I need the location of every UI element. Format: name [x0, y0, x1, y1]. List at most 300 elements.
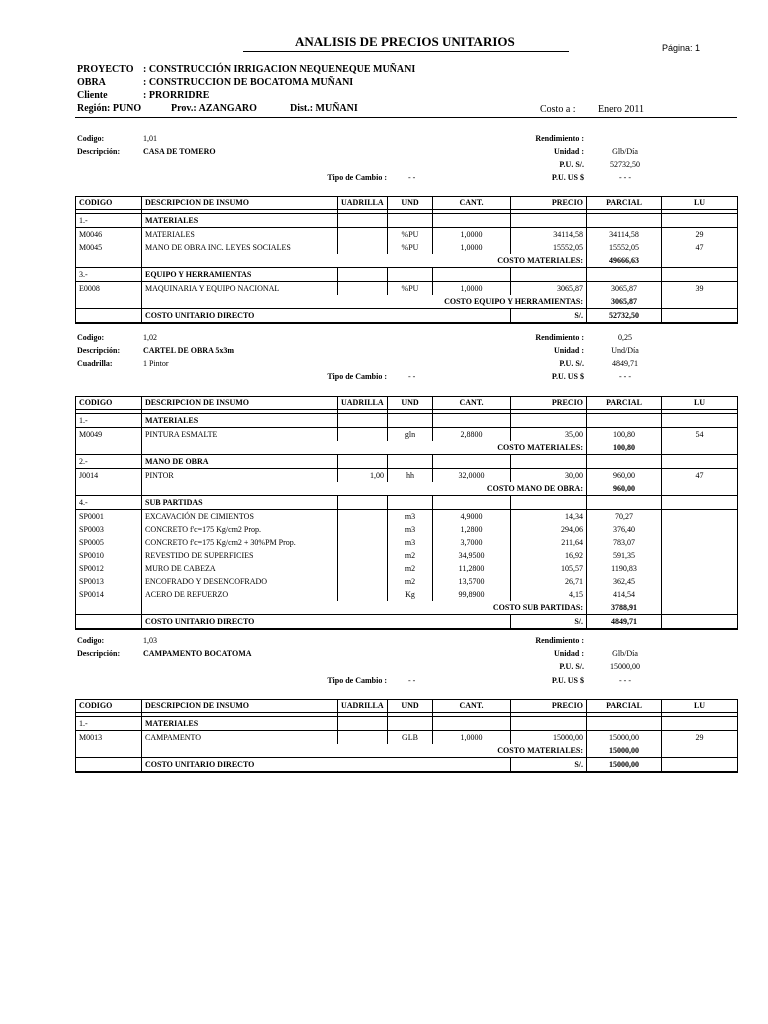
insumo-cuadrilla	[338, 549, 388, 562]
item-codigo: 1,02	[143, 333, 157, 342]
insumo-lu: 54	[662, 428, 738, 442]
rendimiento-label: Rendimiento :	[535, 134, 584, 143]
unidad-value: Glb/Día	[612, 147, 638, 156]
provincia: Prov.: AZANGARO	[171, 103, 257, 114]
insumo-parcial: 15552,05	[587, 241, 662, 254]
section-codigo: 4.-	[76, 496, 142, 510]
insumo-codigo: SP0010	[76, 549, 142, 562]
insumo-cuadrilla	[338, 536, 388, 549]
insumo-parcial: 783,07	[587, 536, 662, 549]
insumo-descripcion: MAQUINARIA Y EQUIPO NACIONAL	[142, 282, 338, 296]
costo-a-value: Enero 2011	[598, 104, 645, 115]
empty-cell	[587, 414, 662, 428]
descripcion-label: Descripción:	[77, 147, 121, 156]
empty-cell	[433, 496, 511, 510]
item-descripcion: CARTEL DE OBRA 5x3m	[143, 346, 235, 355]
col-parcial-header: PARCIAL	[587, 397, 662, 410]
insumo-precio: 4,15	[511, 588, 587, 601]
empty-cell	[511, 268, 587, 282]
insumo-codigo: M0013	[76, 731, 142, 745]
distrito: Dist.: MUÑANI	[290, 103, 358, 114]
insumo-und: hh	[388, 469, 433, 483]
insumo-precio: 105,57	[511, 562, 587, 575]
insumo-und: GLB	[388, 731, 433, 745]
insumo-lu: 29	[662, 731, 738, 745]
insumo-parcial: 960,00	[587, 469, 662, 483]
empty-cell	[76, 601, 142, 615]
insumo-precio: 15552,05	[511, 241, 587, 254]
table-row	[76, 282, 738, 296]
insumo-precio: 294,06	[511, 523, 587, 536]
insumo-cant: 1,2800	[433, 523, 511, 536]
insumo-parcial: 376,40	[587, 523, 662, 536]
subtotal-label: COSTO EQUIPO Y HERRAMIENTAS:	[142, 295, 587, 309]
unidad-label: Unidad :	[553, 346, 584, 355]
section-row	[76, 455, 738, 469]
region: Región: PUNO	[77, 103, 142, 114]
insumo-codigo: SP0003	[76, 523, 142, 536]
insumo-cuadrilla: 1,00	[338, 469, 388, 483]
section-row	[76, 214, 738, 228]
empty-cell	[662, 717, 738, 731]
item-codigo: 1,01	[143, 134, 157, 143]
rendimiento-value: 0,25	[618, 333, 632, 342]
total-label: COSTO UNITARIO DIRECTO	[142, 615, 511, 630]
insumo-cuadrilla	[338, 241, 388, 254]
tipo-cambio-value: - -	[408, 173, 416, 182]
insumo-cant: 34,9500	[433, 549, 511, 562]
empty-cell	[662, 758, 738, 773]
col-descripcion-header: DESCRIPCION DE INSUMO	[142, 197, 338, 210]
total-row	[76, 758, 738, 773]
insumo-und: %PU	[388, 228, 433, 242]
empty-cell	[76, 482, 142, 496]
page-title: ANALISIS DE PRECIOS UNITARIOS	[295, 34, 515, 49]
empty-cell	[662, 441, 738, 455]
table-header-row	[76, 197, 738, 210]
insumo-cuadrilla	[338, 510, 388, 524]
unidad-value: Glb/Día	[612, 649, 638, 658]
empty-cell	[511, 455, 587, 469]
subtotal-value: 3065,87	[587, 295, 662, 309]
col-und-header: UND	[388, 700, 433, 713]
insumo-descripcion: REVESTIDO DE SUPERFICIES	[142, 549, 338, 562]
insumo-cuadrilla	[338, 575, 388, 588]
col-parcial-header: PARCIAL	[587, 197, 662, 210]
pu-usd-label: P.U. US $	[551, 676, 584, 685]
col-codigo-header: CODIGO	[76, 397, 142, 410]
total-value: 4849,71	[587, 615, 662, 630]
insumo-parcial: 414,54	[587, 588, 662, 601]
empty-cell	[587, 455, 662, 469]
total-label: COSTO UNITARIO DIRECTO	[142, 309, 511, 324]
total-currency: S/.	[511, 758, 587, 773]
pu-soles-label: P.U. S/.	[559, 359, 584, 368]
insumo-lu: 47	[662, 241, 738, 254]
empty-cell	[587, 214, 662, 228]
empty-cell	[388, 214, 433, 228]
insumo-und: %PU	[388, 282, 433, 296]
tipo-cambio-label: Tipo de Cambio :	[327, 676, 387, 685]
obra-label: OBRA	[77, 77, 106, 88]
col-precio-header: PRECIO	[511, 397, 587, 410]
empty-cell	[433, 717, 511, 731]
section-title: MATERIALES	[142, 414, 338, 428]
col-cant-header: CANT.	[433, 700, 511, 713]
pu-usd-value: - - -	[619, 372, 631, 381]
insumo-parcial: 1190,83	[587, 562, 662, 575]
section-codigo: 3.-	[76, 268, 142, 282]
subtotal-value: 3788,91	[587, 601, 662, 615]
insumos-table-2	[75, 396, 738, 630]
section-title: MANO DE OBRA	[142, 455, 338, 469]
col-lu-header: LU	[662, 397, 738, 410]
insumo-codigo: SP0001	[76, 510, 142, 524]
insumo-codigo: SP0005	[76, 536, 142, 549]
col-und-header: UND	[388, 197, 433, 210]
insumo-cuadrilla	[338, 731, 388, 745]
insumo-codigo: SP0014	[76, 588, 142, 601]
empty-cell	[338, 455, 388, 469]
subtotal-label: COSTO MATERIALES:	[142, 441, 587, 455]
empty-cell	[388, 717, 433, 731]
insumo-cuadrilla	[338, 428, 388, 442]
insumo-lu	[662, 523, 738, 536]
empty-cell	[388, 455, 433, 469]
col-parcial-header: PARCIAL	[587, 700, 662, 713]
insumo-lu: 47	[662, 469, 738, 483]
insumo-lu	[662, 549, 738, 562]
total-value: 52732,50	[587, 309, 662, 324]
col-codigo-header: CODIGO	[76, 700, 142, 713]
total-label: COSTO UNITARIO DIRECTO	[142, 758, 511, 773]
table-row	[76, 428, 738, 442]
table-row	[76, 588, 738, 601]
insumo-parcial: 15000,00	[587, 731, 662, 745]
insumo-cuadrilla	[338, 228, 388, 242]
obra-value: : CONSTRUCCION DE BOCATOMA MUÑANI	[143, 77, 354, 88]
pu-soles-value: 15000,00	[610, 662, 640, 671]
empty-cell	[587, 268, 662, 282]
col-precio-header: PRECIO	[511, 700, 587, 713]
empty-cell	[511, 496, 587, 510]
empty-cell	[76, 441, 142, 455]
codigo-label: Codigo:	[77, 333, 105, 342]
empty-cell	[338, 214, 388, 228]
subtotal-label: COSTO MANO DE OBRA:	[142, 482, 587, 496]
insumo-parcial: 70,27	[587, 510, 662, 524]
tipo-cambio-value: - -	[408, 676, 416, 685]
empty-cell	[587, 717, 662, 731]
col-cant-header: CANT.	[433, 397, 511, 410]
subtotal-row	[76, 441, 738, 455]
unidad-value: Und/Día	[611, 346, 639, 355]
insumos-table-3	[75, 699, 738, 773]
table-row	[76, 536, 738, 549]
descripcion-label: Descripción:	[77, 649, 121, 658]
empty-cell	[662, 744, 738, 758]
table-row	[76, 549, 738, 562]
insumo-descripcion: CONCRETO f'c=175 Kg/cm2 Prop.	[142, 523, 338, 536]
insumo-codigo: J0014	[76, 469, 142, 483]
total-currency: S/.	[511, 309, 587, 324]
title-underline	[243, 51, 569, 52]
table-row	[76, 575, 738, 588]
col-precio-header: PRECIO	[511, 197, 587, 210]
page-number: Página: 1	[662, 43, 701, 53]
subtotal-label: COSTO MATERIALES:	[142, 744, 587, 758]
insumo-descripcion: PINTOR	[142, 469, 338, 483]
insumo-lu	[662, 562, 738, 575]
table-header-row	[76, 700, 738, 713]
codigo-label: Codigo:	[77, 636, 105, 645]
item-descripcion: CAMPAMENTO BOCATOMA	[143, 649, 252, 658]
col-descripcion-header: DESCRIPCION DE INSUMO	[142, 397, 338, 410]
insumo-cant: 13,5700	[433, 575, 511, 588]
insumo-descripcion: EXCAVACIÓN DE CIMIENTOS	[142, 510, 338, 524]
costo-a-label: Costo a :	[540, 104, 576, 115]
insumo-parcial: 34114,58	[587, 228, 662, 242]
col-lu-header: LU	[662, 197, 738, 210]
section-codigo: 2.-	[76, 455, 142, 469]
col-und-header: UND	[388, 397, 433, 410]
empty-cell	[587, 496, 662, 510]
empty-cell	[433, 455, 511, 469]
insumo-codigo: M0046	[76, 228, 142, 242]
total-currency: S/.	[511, 615, 587, 630]
empty-cell	[433, 414, 511, 428]
empty-cell	[662, 254, 738, 268]
col-lu-header: LU	[662, 700, 738, 713]
insumo-descripcion: MANO DE OBRA INC. LEYES SOCIALES	[142, 241, 338, 254]
empty-cell	[662, 482, 738, 496]
insumo-und: m2	[388, 562, 433, 575]
section-codigo: 1.-	[76, 414, 142, 428]
insumo-parcial: 591,35	[587, 549, 662, 562]
subtotal-value: 15000,00	[587, 744, 662, 758]
empty-cell	[511, 414, 587, 428]
cliente-label: Cliente	[77, 90, 108, 101]
insumo-codigo: E0008	[76, 282, 142, 296]
cuadrilla-label: Cuadrilla:	[77, 359, 113, 368]
pu-soles-value: 52732,50	[610, 160, 640, 169]
insumo-descripcion: CAMPAMENTO	[142, 731, 338, 745]
header-divider	[75, 117, 737, 118]
insumo-und: gln	[388, 428, 433, 442]
item-descripcion: CASA DE TOMERO	[143, 147, 216, 156]
insumo-cant: 3,7000	[433, 536, 511, 549]
subtotal-value: 960,00	[587, 482, 662, 496]
insumo-lu	[662, 575, 738, 588]
table-header-row	[76, 397, 738, 410]
empty-cell	[76, 254, 142, 268]
section-title: MATERIALES	[142, 717, 338, 731]
subtotal-row	[76, 601, 738, 615]
empty-cell	[662, 496, 738, 510]
section-row	[76, 717, 738, 731]
insumos-table-1	[75, 196, 738, 324]
empty-cell	[76, 309, 142, 324]
insumo-descripcion: MURO DE CABEZA	[142, 562, 338, 575]
empty-cell	[76, 758, 142, 773]
subtotal-value: 49666,63	[587, 254, 662, 268]
subtotal-row	[76, 295, 738, 309]
subtotal-row	[76, 744, 738, 758]
empty-cell	[388, 268, 433, 282]
table-row	[76, 241, 738, 254]
insumo-codigo: M0049	[76, 428, 142, 442]
table-row	[76, 510, 738, 524]
insumo-parcial: 100,80	[587, 428, 662, 442]
insumo-precio: 14,34	[511, 510, 587, 524]
table-row	[76, 228, 738, 242]
subtotal-label: COSTO SUB PARTIDAS:	[142, 601, 587, 615]
empty-cell	[388, 496, 433, 510]
insumo-lu: 39	[662, 282, 738, 296]
insumo-cant: 2,8800	[433, 428, 511, 442]
section-row	[76, 268, 738, 282]
insumo-precio: 15000,00	[511, 731, 587, 745]
rendimiento-label: Rendimiento :	[535, 333, 584, 342]
insumo-precio: 35,00	[511, 428, 587, 442]
insumo-parcial: 362,45	[587, 575, 662, 588]
tipo-cambio-value: - -	[408, 372, 416, 381]
insumo-precio: 30,00	[511, 469, 587, 483]
item-cuadrilla: 1 Pintor	[143, 359, 169, 368]
empty-cell	[662, 295, 738, 309]
insumo-und: m3	[388, 536, 433, 549]
unidad-label: Unidad :	[553, 649, 584, 658]
col-codigo-header: CODIGO	[76, 197, 142, 210]
insumo-und: %PU	[388, 241, 433, 254]
tipo-cambio-label: Tipo de Cambio :	[327, 173, 387, 182]
pu-usd-label: P.U. US $	[551, 372, 584, 381]
total-row	[76, 309, 738, 324]
section-row	[76, 414, 738, 428]
insumo-cuadrilla	[338, 282, 388, 296]
section-row	[76, 496, 738, 510]
section-title: SUB PARTIDAS	[142, 496, 338, 510]
empty-cell	[511, 214, 587, 228]
insumo-und: m3	[388, 510, 433, 524]
empty-cell	[662, 601, 738, 615]
empty-cell	[338, 414, 388, 428]
insumo-descripcion: PINTURA ESMALTE	[142, 428, 338, 442]
item-codigo: 1,03	[143, 636, 157, 645]
empty-cell	[338, 717, 388, 731]
empty-cell	[76, 615, 142, 630]
empty-cell	[338, 496, 388, 510]
empty-cell	[662, 414, 738, 428]
empty-cell	[662, 455, 738, 469]
table-row	[76, 523, 738, 536]
proyecto-label: PROYECTO	[77, 64, 134, 75]
empty-cell	[662, 615, 738, 630]
empty-cell	[76, 744, 142, 758]
subtotal-label: COSTO MATERIALES:	[142, 254, 587, 268]
empty-cell	[511, 717, 587, 731]
insumo-codigo: SP0012	[76, 562, 142, 575]
table-row	[76, 562, 738, 575]
insumo-lu: 29	[662, 228, 738, 242]
subtotal-value: 100,80	[587, 441, 662, 455]
insumo-cant: 1,0000	[433, 228, 511, 242]
insumo-cant: 11,2800	[433, 562, 511, 575]
col-descripcion-header: DESCRIPCION DE INSUMO	[142, 700, 338, 713]
total-value: 15000,00	[587, 758, 662, 773]
pu-soles-label: P.U. S/.	[559, 160, 584, 169]
insumo-precio: 26,71	[511, 575, 587, 588]
insumo-und: Kg	[388, 588, 433, 601]
tipo-cambio-label: Tipo de Cambio :	[327, 372, 387, 381]
empty-cell	[662, 309, 738, 324]
empty-cell	[433, 214, 511, 228]
pu-soles-value: 4849,71	[612, 359, 638, 368]
insumo-codigo: M0045	[76, 241, 142, 254]
insumo-descripcion: ENCOFRADO Y DESENCOFRADO	[142, 575, 338, 588]
subtotal-row	[76, 482, 738, 496]
total-row	[76, 615, 738, 630]
insumo-cuadrilla	[338, 588, 388, 601]
pu-usd-label: P.U. US $	[551, 173, 584, 182]
insumo-cant: 1,0000	[433, 241, 511, 254]
insumo-descripcion: ACERO DE REFUERZO	[142, 588, 338, 601]
insumo-cuadrilla	[338, 523, 388, 536]
insumo-descripcion: MATERIALES	[142, 228, 338, 242]
empty-cell	[662, 214, 738, 228]
insumo-und: m2	[388, 549, 433, 562]
insumo-cant: 32,0000	[433, 469, 511, 483]
pu-usd-value: - - -	[619, 676, 631, 685]
empty-cell	[338, 268, 388, 282]
descripcion-label: Descripción:	[77, 346, 121, 355]
col-cuadrilla-header: UADRILLA	[338, 197, 388, 210]
insumo-codigo: SP0013	[76, 575, 142, 588]
insumo-precio: 34114,58	[511, 228, 587, 242]
rendimiento-label: Rendimiento :	[535, 636, 584, 645]
empty-cell	[76, 295, 142, 309]
pu-usd-value: - - -	[619, 173, 631, 182]
insumo-parcial: 3065,87	[587, 282, 662, 296]
insumo-precio: 16,92	[511, 549, 587, 562]
col-cuadrilla-header: UADRILLA	[338, 700, 388, 713]
insumo-und: m2	[388, 575, 433, 588]
insumo-lu	[662, 536, 738, 549]
section-codigo: 1.-	[76, 717, 142, 731]
col-cuadrilla-header: UADRILLA	[338, 397, 388, 410]
insumo-lu	[662, 588, 738, 601]
insumo-descripcion: CONCRETO f'c=175 Kg/cm2 + 30%PM Prop.	[142, 536, 338, 549]
subtotal-row	[76, 254, 738, 268]
insumo-cant: 1,0000	[433, 282, 511, 296]
table-row	[76, 731, 738, 745]
insumo-precio: 3065,87	[511, 282, 587, 296]
insumo-cant: 1,0000	[433, 731, 511, 745]
insumo-und: m3	[388, 523, 433, 536]
codigo-label: Codigo:	[77, 134, 105, 143]
proyecto-value: : CONSTRUCCIÓN IRRIGACION NEQUENEQUE MUÑANI	[143, 64, 416, 75]
section-title: MATERIALES	[142, 214, 338, 228]
insumo-cant: 4,9000	[433, 510, 511, 524]
empty-cell	[388, 414, 433, 428]
insumo-precio: 211,64	[511, 536, 587, 549]
empty-cell	[433, 268, 511, 282]
col-cant-header: CANT.	[433, 197, 511, 210]
table-row	[76, 469, 738, 483]
section-title: EQUIPO Y HERRAMIENTAS	[142, 268, 338, 282]
insumo-lu	[662, 510, 738, 524]
empty-cell	[662, 268, 738, 282]
